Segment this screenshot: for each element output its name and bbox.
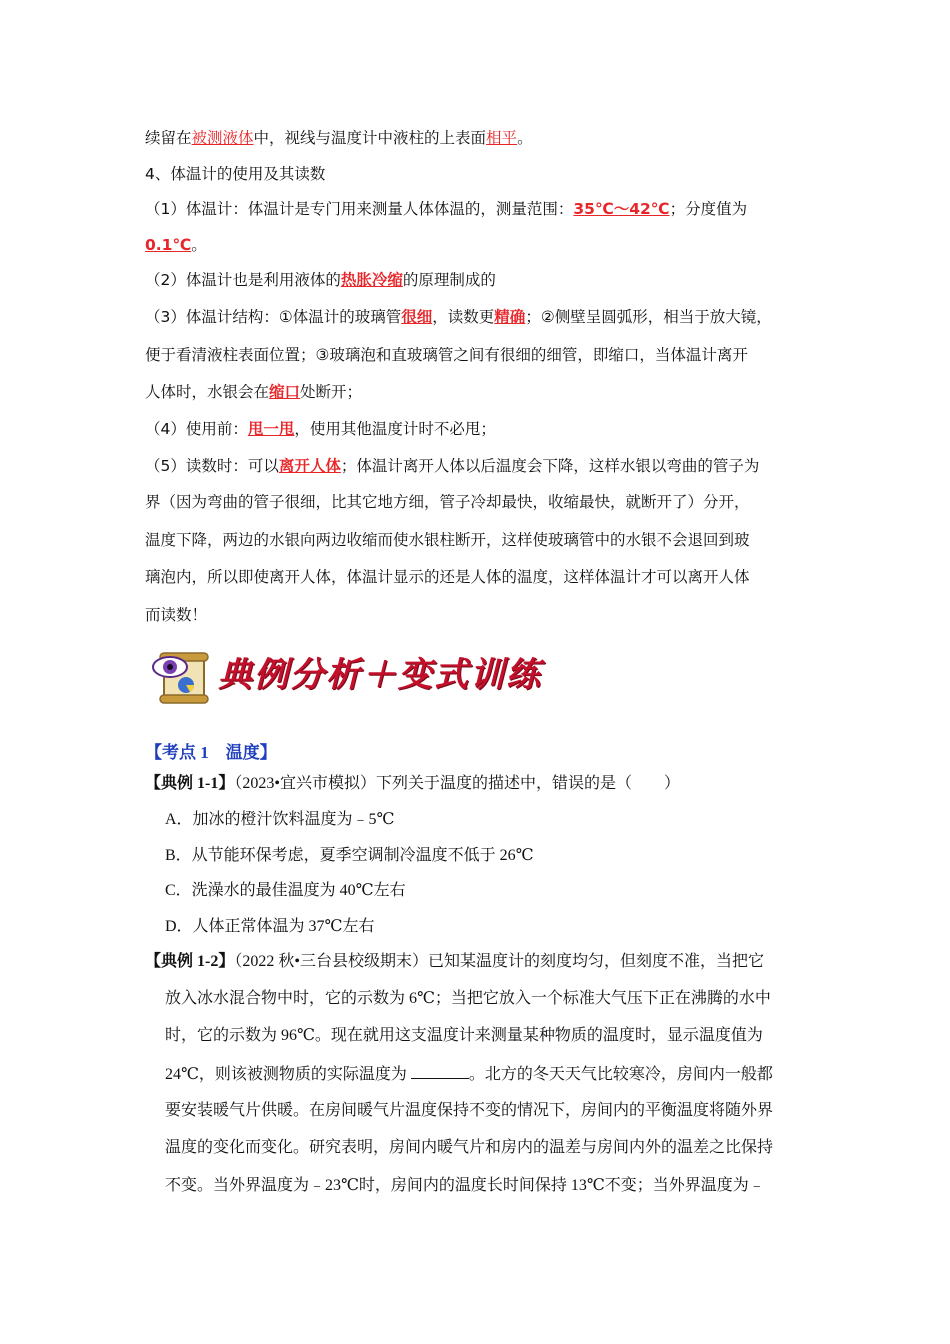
text-run: ；②侧壁呈圆弧形，相当于放大镜， — [525, 308, 772, 326]
text-run: ，读数更 — [432, 308, 495, 326]
section-banner — [150, 645, 570, 705]
text-line — [145, 270, 496, 290]
text-run: 处断开； — [300, 383, 363, 401]
example-label: 【典例 1-2】 — [145, 953, 235, 970]
question-text: （2023•宜兴市模拟）下列关于温度的描述中，错误的是（ ） — [234, 775, 680, 792]
text-line: 温度的变化而变化。研究表明，房间内暖气片和房内的温差与房间内外的温差之比保持 — [165, 1139, 774, 1156]
option-b: B．从节能环保考虑，夏季空调制冷温度不低于 26℃ — [165, 847, 534, 864]
scroll-eye-icon — [150, 645, 212, 705]
text-run: ；体温计离开人体以后温度会下降，这样水银以弯曲的管子为 — [340, 457, 760, 475]
text-run: （4）使用前： — [145, 420, 248, 438]
text-line: 而读数！ — [145, 606, 208, 624]
answer-highlight: 缩口 — [269, 383, 301, 401]
text-line: 温度下降，两边的水银向两边收缩而使水银柱断开，这样使玻璃管中的水银不会退回到玻 — [145, 531, 750, 549]
text-run: （2）体温计也是利用液体的 — [145, 271, 341, 289]
answer-highlight: 0.1℃ — [145, 236, 192, 254]
answer-highlight: 离开人体 — [278, 457, 341, 475]
text-line: 便于看清液柱表面位置；③玻璃泡和直玻璃管之间有很细的细管，即缩口，当体温计离开 — [145, 346, 748, 364]
option-c: C．洗澡水的最佳温度为 40℃左右 — [165, 882, 406, 899]
example-question — [145, 774, 680, 794]
text-line — [145, 382, 362, 402]
answer-highlight: 被测液体 — [191, 129, 254, 147]
answer-highlight: 甩一甩 — [247, 420, 295, 438]
text-line — [165, 1064, 773, 1085]
answer-highlight: 精确 — [494, 308, 526, 326]
text-line — [145, 199, 747, 219]
text-run: 。 — [517, 129, 533, 147]
option-a: A．加冰的橙汁饮料温度为﹣5℃ — [165, 811, 395, 828]
text-line: 放入冰水混合物中时，它的示数为 6℃；当把它放入一个标准大气压下正在沸腾的水中 — [165, 990, 771, 1007]
text-run: （1）体温计：体温计是专门用来测量人体体温的，测量范围： — [145, 200, 574, 218]
text-run: ；分度值为 — [669, 200, 748, 218]
text-line — [145, 307, 772, 327]
text-line — [145, 456, 759, 476]
text-line: 时，它的示数为 96℃。现在就用这支温度计来测量某种物质的温度时，显示温度值为 — [165, 1027, 763, 1044]
text-run: 的原理制成的 — [402, 271, 496, 289]
text-line — [145, 419, 496, 439]
text-line: 不变。当外界温度为﹣23℃时，房间内的温度长时间保持 13℃不变；当外界温度为﹣ — [165, 1177, 765, 1194]
example-question — [145, 952, 764, 972]
text-run: 中，视线与温度计中液柱的上表面 — [253, 129, 487, 147]
text-line: 界（因为弯曲的管子很细，比其它地方细，管子冷却最快，收缩最快，就断开了）分开， — [145, 493, 750, 511]
text-run: 续留在 — [145, 129, 192, 147]
text-run: ，使用其他温度计时不必甩； — [294, 420, 496, 438]
text-run: （3）体温计结构：①体温计的玻璃管 — [145, 308, 402, 326]
text-line: 璃泡内，所以即使离开人体，体温计显示的还是人体的温度，这样体温计才可以离开人体 — [145, 568, 750, 586]
text-run: 。 — [191, 236, 207, 254]
text-line — [145, 128, 533, 148]
answer-highlight: 很细 — [401, 308, 433, 326]
text-line — [145, 235, 207, 255]
section-heading: 4、体温计的使用及其读数 — [145, 165, 326, 183]
answer-highlight: 35℃～42℃ — [573, 200, 670, 218]
answer-highlight: 热胀冷缩 — [340, 271, 403, 289]
example-label: 【典例 1-1】 — [145, 775, 235, 792]
banner-title: 典例分析＋变式训练 — [218, 655, 542, 695]
text-line: 要安装暖气片供暖。在房间暖气片温度保持不变的情况下，房间内的平衡温度将随外界 — [165, 1102, 774, 1119]
topic-heading: 【考点 1 温度】 — [145, 743, 277, 762]
answer-highlight: 相平 — [486, 129, 518, 147]
answer-blank[interactable] — [411, 1064, 469, 1079]
text-run: 24℃，则该被测物质的实际温度为 — [165, 1066, 411, 1083]
option-d: D．人体正常体温为 37℃左右 — [165, 918, 375, 935]
text-run: 。北方的冬天天气比较寒冷，房间内一般都 — [468, 1066, 773, 1083]
question-text: （2022 秋•三台县校级期末）已知某温度计的刻度均匀，但刻度不准，当把它 — [234, 953, 764, 970]
text-run: （5）读数时：可以 — [145, 457, 279, 475]
text-run: 人体时，水银会在 — [145, 383, 270, 401]
